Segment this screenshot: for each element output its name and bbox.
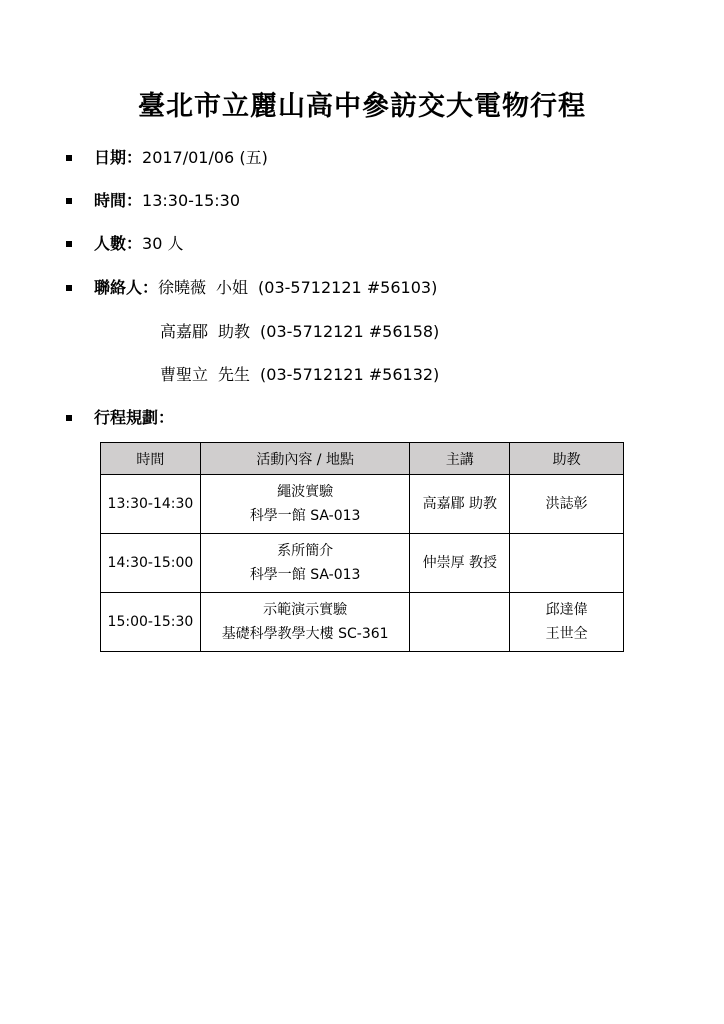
document-title: 臺北市立麗山高中參訪交大電物行程	[138, 91, 586, 122]
count-value: 30 人	[142, 234, 184, 253]
square-bullet-icon	[66, 241, 72, 247]
plan-line	[66, 406, 174, 430]
contact-title: 先生	[218, 365, 251, 384]
activity-location: 基礎科學教學大樓 SC-361	[221, 626, 389, 642]
activity-location: 科學一館 SA-013	[249, 567, 361, 583]
time-value: 13:30-15:30	[142, 191, 241, 210]
contact-phone: (03-5712121 #56132)	[260, 365, 440, 384]
activity-cell	[200, 593, 410, 652]
activity-name: 繩波實驗	[277, 484, 334, 500]
activity-location: 科學一館 SA-013	[249, 508, 361, 524]
column-header-assistant: 助教	[510, 443, 624, 475]
table-row	[101, 475, 624, 534]
speaker-cell: 仲崇厚 教授	[410, 534, 510, 593]
contact-phone: (03-5712121 #56158)	[260, 322, 440, 341]
activity-cell	[200, 534, 410, 593]
contact-name: 徐曉薇	[158, 278, 207, 297]
column-header-activity: 活動內容 / 地點	[200, 443, 410, 475]
assistant-cell	[510, 534, 624, 593]
activity-name: 示範演示實驗	[263, 602, 348, 618]
activity-name: 系所簡介	[277, 543, 334, 559]
table-header-row	[101, 443, 624, 475]
time-cell: 14:30-15:00	[101, 534, 201, 593]
assistant-name: 王世全	[545, 626, 588, 642]
speaker-cell: 高嘉郿 助教	[410, 475, 510, 534]
column-header-speaker: 主講	[410, 443, 510, 475]
contact-title: 小姐	[216, 278, 249, 297]
contact-line	[160, 320, 439, 344]
contact-title: 助教	[218, 322, 251, 341]
square-bullet-icon	[66, 285, 72, 291]
table-row	[101, 534, 624, 593]
contact-label: 聯絡人：	[94, 278, 159, 297]
contact-phone: (03-5712121 #56103)	[258, 278, 438, 297]
date-value: 2017/01/06 (五)	[142, 148, 268, 167]
assistant-cell	[510, 475, 624, 534]
time-cell: 13:30-14:30	[101, 475, 201, 534]
contact-line	[66, 276, 437, 300]
time-line	[66, 189, 240, 213]
assistant-cell	[510, 593, 624, 652]
column-header-time: 時間	[101, 443, 201, 475]
square-bullet-icon	[66, 155, 72, 161]
date-label: 日期：	[94, 148, 143, 167]
square-bullet-icon	[66, 198, 72, 204]
speaker-cell	[410, 593, 510, 652]
table-row	[101, 593, 624, 652]
time-label: 時間：	[94, 191, 143, 210]
assistant-name: 邱達偉	[545, 602, 588, 618]
count-label: 人數：	[94, 234, 143, 253]
date-line	[66, 146, 268, 170]
count-line	[66, 232, 183, 256]
activity-cell	[200, 475, 410, 534]
assistant-name: 洪誌彰	[545, 496, 588, 512]
plan-label: 行程規劃：	[94, 408, 175, 427]
schedule-table	[100, 442, 624, 652]
contact-name: 高嘉郿	[160, 322, 209, 341]
time-cell: 15:00-15:30	[101, 593, 201, 652]
contact-name: 曹聖立	[160, 365, 209, 384]
square-bullet-icon	[66, 415, 72, 421]
contact-line	[160, 363, 439, 387]
